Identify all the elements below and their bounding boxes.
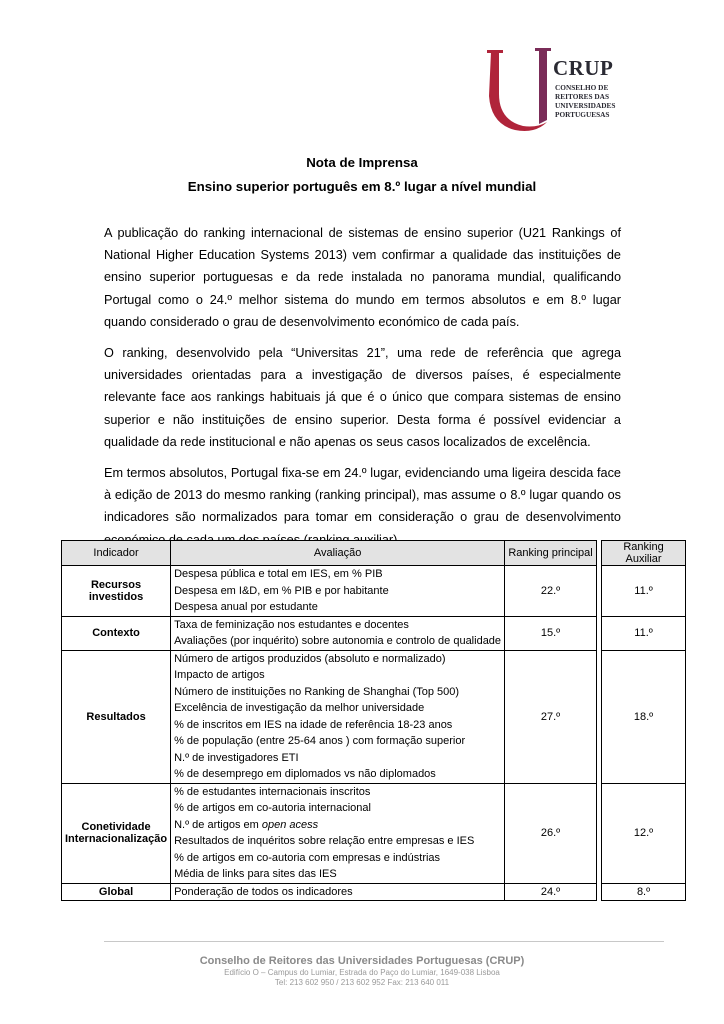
criterion: % de desemprego em diplomados vs não diplomados [174, 768, 436, 780]
indicator-cell: Contexto [62, 616, 171, 650]
ranking-principal-cell: 15.º [505, 616, 597, 650]
ranking-auxiliar-cell: 18.º [602, 650, 686, 783]
table-row [62, 783, 686, 883]
header-ranking-auxiliar: Ranking Auxiliar [602, 541, 686, 566]
criteria-cell [171, 566, 505, 617]
header-avaliacao: Avaliação [171, 541, 505, 566]
table-header-row [62, 541, 686, 566]
criterion: Ponderação de todos os indicadores [174, 885, 353, 898]
footer-divider [104, 941, 664, 942]
header-ranking-principal: Ranking principal [505, 541, 597, 566]
logo-subtitle-line: UNIVERSIDADES [555, 101, 616, 110]
criterion: Impacto de artigos [174, 669, 265, 681]
ranking-principal-cell: 22.º [505, 566, 597, 617]
criterion: Resultados de inquéritos sobre relação entre empresas e IES [174, 835, 475, 847]
crup-logo [483, 46, 623, 132]
criterion: % de inscritos em IES na idade de referência 18-23 anos [174, 718, 453, 731]
footer-org: Conselho de Reitores das Universidades Portuguesas (CRUP) [199, 955, 525, 967]
logo-u-mark [483, 46, 553, 132]
criterion: Avaliações (por inquérito) sobre autonomia e controlo de qualidade [174, 635, 502, 647]
criterion: N.º de investigadores ETI [174, 751, 299, 764]
ranking-auxiliar-cell: 8.º [602, 883, 686, 901]
ranking-principal-cell: 24.º [505, 883, 597, 901]
ranking-auxiliar-cell: 11.º [602, 566, 686, 617]
logo-subtitle [555, 83, 625, 119]
indicator-cell: Resultados [62, 650, 171, 783]
paragraph: O ranking, desenvolvido pela “Universitas 21”, uma rede de referência que agrega universidades orientadas para a investigação de diversos países, é especialmente relevante face aos rankings habituais já que é o único que compara sistemas de ensino superior e não instituições de ensino superior. Desta forma é possível evidenciar a qualidade da rede institucional e não apenas os seus casos localizados de excelência. [104, 346, 621, 449]
document-title: Nota de Imprensa [306, 155, 418, 170]
criterion: Excelência de investigação da melhor universidade [174, 702, 425, 714]
criterion: Média de links para sites das IES [174, 868, 337, 880]
ranking-principal-cell: 27.º [505, 650, 597, 783]
ranking-auxiliar-cell: 11.º [602, 616, 686, 650]
ranking-principal-cell: 26.º [505, 783, 597, 883]
criterion: Despesa pública e total em IES, em % PIB [174, 568, 383, 580]
table-row [62, 883, 686, 901]
ranking-auxiliar-cell: 12.º [602, 783, 686, 883]
criterion: % de estudantes internacionais inscritos [174, 785, 371, 798]
footer-contacts: Tel: 213 602 950 / 213 602 952 Fax: 213 640 011 [274, 978, 450, 987]
indicator-cell: Conetividade Internacionalização [62, 783, 171, 883]
criterion: % de população (entre 25-64 anos ) com formação superior [174, 735, 466, 747]
criteria-cell [171, 783, 505, 883]
logo-subtitle-line: REITORES DAS [555, 92, 610, 101]
criterion: Número de artigos produzidos (absoluto e normalizado) [174, 652, 446, 665]
criterion: Despesa anual por estudante [174, 601, 318, 613]
criterion: N.º de artigos em open acess [174, 818, 319, 831]
table-row [62, 616, 686, 650]
body-text [104, 222, 621, 560]
criterion: Despesa em I&D, em % PIB e por habitante [174, 584, 389, 597]
criterion: Taxa de feminização nos estudantes e docentes [174, 618, 409, 631]
criterion: Número de instituições no Ranking de Shanghai (Top 500) [174, 685, 460, 698]
paragraph: A publicação do ranking internacional de sistemas de ensino superior (U21 Rankings of National Higher Education Systems 2013) vem confirmar a qualidade das instituições de ensino superior portuguesas e da rede instalada no panorama mundial, qualificando Portugal como o 24.º melhor sistema do mundo em termos absolutos e em 8.º lugar quando considerado o grau de desenvolvimento económico de cada país. [104, 226, 621, 329]
criterion: % de artigos em co-autoria internacional [174, 802, 371, 814]
ranking-table [61, 540, 686, 901]
table-row [62, 650, 686, 783]
table-row [62, 566, 686, 617]
logo-subtitle-line: PORTUGUESAS [555, 110, 610, 119]
paragraph: Em termos absolutos, Portugal fixa-se em 24.º lugar, evidenciando uma ligeira descida face à edição de 2013 do mesmo ranking (ranking principal), mas assume o 8.º lugar quando os indicadores são normalizados para tomar em consideração o grau de desenvolvimento [104, 466, 621, 525]
header-indicador: Indicador [62, 541, 171, 566]
logo-brand: CRUP [553, 56, 614, 80]
criterion: % de artigos em co-autoria com empresas e indústrias [174, 851, 441, 864]
criteria-cell [171, 616, 505, 650]
indicator-cell: Recursos investidos [62, 566, 171, 617]
document-subtitle: Ensino superior português em 8.º lugar a nível mundial [187, 179, 537, 194]
logo-subtitle-line: CONSELHO DE [555, 83, 609, 92]
criteria-cell [171, 883, 505, 901]
footer-address: Edifício O – Campus do Lumiar, Estrada do Paço do Lumiar, 1649-038 Lisboa [224, 968, 500, 977]
criteria-cell [171, 650, 505, 783]
indicator-cell: Global [62, 883, 171, 901]
